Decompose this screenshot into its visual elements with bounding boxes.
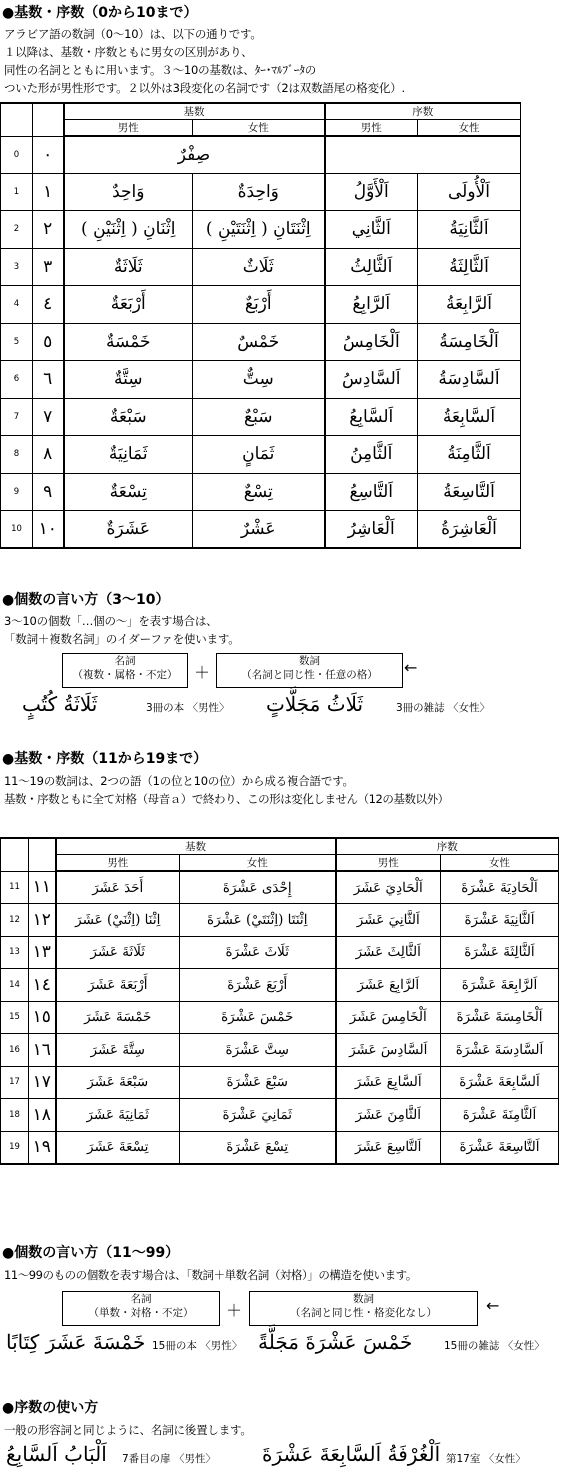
row-number: 13 — [1, 936, 29, 969]
row-number: 8 — [1, 436, 33, 474]
s3-line: 11～19の数詞は、2つの語（1の位と10の位）から成る複合語です。 — [4, 774, 354, 788]
ordinal-feminine: اَلسَّادِسَةُ — [418, 361, 521, 399]
ordinal-feminine: اَلسَّادِسَةَ عَشْرَةَ — [441, 1034, 559, 1067]
example-gloss: 15冊の雑誌 〈女性〉 — [444, 1340, 545, 1352]
noun-box-desc: （複数・属格・不定） — [72, 669, 178, 681]
table-row — [1, 136, 521, 173]
row-number: 1 — [1, 173, 33, 211]
ordinal-masculine: اَلسَّابِعُ — [325, 398, 418, 436]
row-number: 7 — [1, 398, 33, 436]
ordinal-feminine: اَلْأُولَى — [418, 173, 521, 211]
arabic-numeral: ١٠ — [33, 511, 64, 549]
example-arabic: خَمْسَةَ عَشَرَ كِتَابًا — [6, 1330, 146, 1354]
cardinal-feminine: إِحْدَى عَشْرَةَ — [180, 871, 336, 904]
example-gloss: 3冊の本 〈男性〉 — [146, 702, 230, 714]
table-row — [1, 1131, 559, 1164]
row-number: 17 — [1, 1066, 29, 1099]
row-number: 12 — [1, 904, 29, 937]
numerals-table-11-19 — [0, 837, 559, 1165]
plus-sign: ＋ — [194, 663, 211, 682]
ordinal-masculine: اَلثَّانِيَ عَشَرَ — [336, 904, 441, 937]
corner-cell — [29, 838, 56, 871]
arrow-left-icon: ← — [404, 658, 418, 677]
header-masc: 男性 — [325, 120, 418, 137]
intro-line: ついた形が男性形です。２以外は3段変化の名詞です（2は双数語尾の格変化）. — [4, 81, 405, 95]
cardinal-feminine: اِثْنَتَانِ ( اِثْنَتَيْنِ ) — [193, 211, 325, 249]
ordinal-feminine: اَلثَّالِثَةُ — [418, 248, 521, 286]
arabic-numeral: ١٥ — [29, 1001, 56, 1034]
table-row — [1, 511, 521, 549]
ordinal-feminine: اَلْعَاشِرَةُ — [418, 511, 521, 549]
cardinal-masculine: ثَمَانِيَةٌ — [64, 436, 193, 474]
corner-cell — [1, 103, 33, 136]
cardinal-masculine: سِتَّةٌ — [64, 361, 193, 399]
ordinal-feminine: اَلثَّامِنَةُ — [418, 436, 521, 474]
cardinal-masculine: ثَلَاثَةٌ — [64, 248, 193, 286]
section-heading-0-10: ●基数・序数（0から10まで） — [2, 5, 198, 21]
ordinal-feminine: اَلسَّابِعَةُ — [418, 398, 521, 436]
example-arabic: اَلْبَابُ اَلسَّابِعُ — [6, 1442, 107, 1466]
arabic-numeral: ٥ — [33, 323, 64, 361]
row-number: 3 — [1, 248, 33, 286]
table-row — [1, 936, 559, 969]
arabic-numeral: ١١ — [29, 871, 56, 904]
cardinal-feminine: اِثْنَتَا (اِثْنَتَيْ) عَشْرَةَ — [180, 904, 336, 937]
ordinal-zero-empty — [325, 136, 521, 173]
row-number: 0 — [1, 136, 33, 173]
row-number: 2 — [1, 211, 33, 249]
cardinal-feminine: خَمْسٌ — [193, 323, 325, 361]
cardinal-masculine: تِسْعَةَ عَشَرَ — [56, 1131, 180, 1164]
header-masc: 男性 — [336, 855, 441, 872]
table-row — [1, 1099, 559, 1132]
noun-box-title: 名詞 — [114, 655, 136, 667]
row-number: 9 — [1, 473, 33, 511]
table-row — [1, 436, 521, 474]
ordinal-masculine: اَلثَّالِثُ — [325, 248, 418, 286]
cardinal-masculine: اِثْنَانِ ( اِثْنَيْنِ ) — [64, 211, 193, 249]
example-gloss: 3冊の雑誌 〈女性〉 — [396, 702, 491, 714]
arabic-numeral: ٣ — [33, 248, 64, 286]
cardinal-masculine: ثَلَاثَةَ عَشَرَ — [56, 936, 180, 969]
header-ordinal: 序数 — [336, 838, 559, 855]
arabic-numeral: ١٦ — [29, 1034, 56, 1067]
cardinal-masculine: سَبْعَةَ عَشَرَ — [56, 1066, 180, 1099]
cardinal-feminine: سِتَّ عَشْرَةَ — [180, 1034, 336, 1067]
numeral-box-desc: （名詞と同じ性・任意の格） — [241, 669, 378, 681]
cardinal-masculine: خَمْسَةَ عَشَرَ — [56, 1001, 180, 1034]
ordinal-masculine: اَلْحَادِيَ عَشَرَ — [336, 871, 441, 904]
arabic-numeral: ٧ — [33, 398, 64, 436]
arabic-numeral: ١٤ — [29, 969, 56, 1002]
table-row — [1, 173, 521, 211]
row-number: 15 — [1, 1001, 29, 1034]
header-masc: 男性 — [56, 855, 180, 872]
cardinal-feminine: ثَلَاثٌ — [193, 248, 325, 286]
ordinal-masculine: اَلرَّابِعَ عَشَرَ — [336, 969, 441, 1002]
header-fem: 女性 — [193, 120, 325, 137]
table-row — [1, 473, 521, 511]
cardinal-masculine: ثَمَانِيَةَ عَشَرَ — [56, 1099, 180, 1132]
ordinal-feminine: اَلثَّانِيَةُ — [418, 211, 521, 249]
table-row — [1, 871, 559, 904]
cardinal-feminine: ثَمَانٍ — [193, 436, 325, 474]
noun-box-desc: （単数・対格・不定） — [88, 1307, 194, 1319]
noun-box — [62, 1291, 220, 1326]
ordinal-feminine: اَلثَّامِنَةَ عَشْرَةَ — [441, 1099, 559, 1132]
row-number: 14 — [1, 969, 29, 1002]
example-arabic: ثَلَاثُ مَجَلَّاتٍ — [266, 692, 364, 716]
corner-cell — [33, 103, 64, 136]
ordinal-masculine: اَلتَّاسِعَ عَشَرَ — [336, 1131, 441, 1164]
table-row — [1, 323, 521, 361]
intro-line: １以降は、基数・序数ともに男女の区別があり、 — [4, 45, 253, 59]
row-number: 4 — [1, 286, 33, 324]
ordinal-masculine: اَلرَّابِعُ — [325, 286, 418, 324]
table-row — [1, 286, 521, 324]
numeral-box — [249, 1291, 478, 1326]
ordinal-feminine: اَلْخَامِسَةُ — [418, 323, 521, 361]
ordinal-feminine: اَلثَّالِثَةَ عَشْرَةَ — [441, 936, 559, 969]
arabic-numeral: ٤ — [33, 286, 64, 324]
numeral-box — [216, 653, 403, 688]
row-number: 18 — [1, 1099, 29, 1132]
s3-line: 基数・序数ともに全て対格（母音ａ）で終わり、この形は変化しません（12の基数以外） — [4, 792, 449, 806]
corner-cell — [1, 838, 29, 871]
s5-line: 一般の形容詞と同じように、名詞に後置します。 — [4, 1423, 252, 1437]
row-number: 11 — [1, 871, 29, 904]
ordinal-feminine: اَلرَّابِعَةَ عَشْرَةَ — [441, 969, 559, 1002]
cardinal-masculine: سَبْعَةٌ — [64, 398, 193, 436]
header-fem: 女性 — [180, 855, 336, 872]
cardinal-masculine: عَشَرَةٌ — [64, 511, 193, 549]
intro-line: アラビア語の数詞（0～10）は、以下の通りです。 — [4, 27, 262, 41]
cardinal-feminine: عَشْرٌ — [193, 511, 325, 549]
ordinal-masculine: اَلسَّادِسُ — [325, 361, 418, 399]
cardinal-masculine: أَرْبَعَةٌ — [64, 286, 193, 324]
ordinal-masculine: اَلسَّادِسَ عَشَرَ — [336, 1034, 441, 1067]
plus-sign: ＋ — [226, 1301, 243, 1320]
numeral-box-desc: （名詞と同じ性・格変化なし） — [290, 1307, 437, 1319]
arabic-numeral: ١٧ — [29, 1066, 56, 1099]
arabic-numeral: ١ — [33, 173, 64, 211]
ordinal-masculine: اَلثَّانِي — [325, 211, 418, 249]
row-number: 5 — [1, 323, 33, 361]
numerals-table-0-10 — [0, 102, 521, 549]
cardinal-feminine: سَبْعَ عَشْرَةَ — [180, 1066, 336, 1099]
header-fem: 女性 — [441, 855, 559, 872]
arabic-numeral: ٩ — [33, 473, 64, 511]
example-arabic: ثَلَاثَةُ كُتُبٍ — [22, 692, 98, 716]
table-row — [1, 398, 521, 436]
ordinal-feminine: اَلْحَادِيَةَ عَشْرَةَ — [441, 871, 559, 904]
ordinal-feminine: اَلسَّابِعَةَ عَشْرَةَ — [441, 1066, 559, 1099]
example-arabic: خَمْسَ عَشْرَةَ مَجَلَّةً — [258, 1330, 413, 1354]
cardinal-masculine: سِتَّةَ عَشَرَ — [56, 1034, 180, 1067]
cardinal-zero: صِفْرٌ — [64, 136, 325, 173]
ordinal-feminine: اَلثَّانِيَةَ عَشْرَةَ — [441, 904, 559, 937]
ordinal-masculine: اَلتَّاسِعُ — [325, 473, 418, 511]
section-heading-count-11-99: ●個数の言い方（11～99） — [2, 1245, 180, 1261]
table-row — [1, 904, 559, 937]
arabic-numeral: ٠ — [33, 136, 64, 173]
ordinal-masculine: اَلثَّالِثَ عَشَرَ — [336, 936, 441, 969]
cardinal-feminine: أَرْبَعَ عَشْرَةَ — [180, 969, 336, 1002]
row-number: 10 — [1, 511, 33, 549]
cardinal-masculine: تِسْعَةٌ — [64, 473, 193, 511]
cardinal-feminine: ثَلَاثَ عَشْرَةَ — [180, 936, 336, 969]
cardinal-masculine: اِثْنَا (اِثْنَيْ) عَشَرَ — [56, 904, 180, 937]
row-number: 6 — [1, 361, 33, 399]
section-heading-ordinal-usage: ●序数の使い方 — [2, 1400, 99, 1416]
arabic-numeral: ٨ — [33, 436, 64, 474]
ordinal-feminine: اَلْخَامِسَةَ عَشْرَةَ — [441, 1001, 559, 1034]
header-cardinal: 基数 — [64, 103, 325, 120]
example-gloss: 7番目の扉 〈男性〉 — [122, 1453, 217, 1465]
ordinal-masculine: اَلْخَامِسَ عَشَرَ — [336, 1001, 441, 1034]
row-number: 19 — [1, 1131, 29, 1164]
noun-box — [62, 653, 188, 688]
table-row — [1, 969, 559, 1002]
table-row — [1, 1001, 559, 1034]
cardinal-feminine: خَمْسَ عَشْرَةَ — [180, 1001, 336, 1034]
table-row — [1, 1066, 559, 1099]
cardinal-masculine: وَاحِدٌ — [64, 173, 193, 211]
s2-line: 3～10の個数「…個の～」を表す場合は、 — [4, 614, 218, 628]
table-row — [1, 248, 521, 286]
ordinal-masculine: اَلثَّامِنَ عَشَرَ — [336, 1099, 441, 1132]
ordinal-masculine: اَلثَّامِنُ — [325, 436, 418, 474]
cardinal-masculine: أَرْبَعَةَ عَشَرَ — [56, 969, 180, 1002]
arabic-numeral: ١٢ — [29, 904, 56, 937]
example-gloss: 15冊の本 〈男性〉 — [152, 1340, 243, 1352]
arabic-numeral: ٦ — [33, 361, 64, 399]
row-number: 16 — [1, 1034, 29, 1067]
ordinal-masculine: اَلْأَوَّلُ — [325, 173, 418, 211]
arabic-numeral: ١٨ — [29, 1099, 56, 1132]
cardinal-feminine: وَاحِدَةٌ — [193, 173, 325, 211]
ordinal-masculine: اَلسَّابِعَ عَشَرَ — [336, 1066, 441, 1099]
cardinal-feminine: تِسْعٌ — [193, 473, 325, 511]
ordinal-feminine: اَلرَّابِعَةُ — [418, 286, 521, 324]
header-masc: 男性 — [64, 120, 193, 137]
ordinal-masculine: اَلْخَامِسُ — [325, 323, 418, 361]
table-row — [1, 1034, 559, 1067]
noun-box-title: 名詞 — [130, 1293, 152, 1305]
header-fem: 女性 — [418, 120, 521, 137]
example-gloss: 第17室 〈女性〉 — [446, 1453, 526, 1465]
arrow-left-icon: ← — [486, 1296, 500, 1315]
ordinal-masculine: اَلْعَاشِرُ — [325, 511, 418, 549]
example-arabic: اَلْغُرْفَةُ اَلسَّابِعَةَ عَشْرَةَ — [262, 1442, 441, 1466]
table-row — [1, 211, 521, 249]
cardinal-masculine: أَحَدَ عَشَرَ — [56, 871, 180, 904]
s2-line: 「数詞＋複数名詞」のイダーファを使います。 — [4, 632, 240, 646]
header-ordinal: 序数 — [325, 103, 521, 120]
arabic-numeral: ١٩ — [29, 1131, 56, 1164]
arabic-numeral: ١٣ — [29, 936, 56, 969]
cardinal-feminine: أَرْبَعٌ — [193, 286, 325, 324]
ordinal-feminine: اَلتَّاسِعَةَ عَشْرَةَ — [441, 1131, 559, 1164]
intro-line: 同性の名詞とともに用います。３～10の基数は、ﾀｰ･ﾏﾙﾌﾞｰﾀの — [4, 63, 317, 77]
ordinal-feminine: اَلتَّاسِعَةُ — [418, 473, 521, 511]
numeral-box-title: 数詞 — [353, 1293, 374, 1305]
header-cardinal: 基数 — [56, 838, 336, 855]
cardinal-feminine: سِتٌّ — [193, 361, 325, 399]
arabic-numeral: ٢ — [33, 211, 64, 249]
cardinal-feminine: ثَمَانِيَ عَشْرَةَ — [180, 1099, 336, 1132]
numeral-box-title: 数詞 — [299, 655, 320, 667]
cardinal-masculine: خَمْسَةٌ — [64, 323, 193, 361]
cardinal-feminine: تِسْعَ عَشْرَةَ — [180, 1131, 336, 1164]
cardinal-feminine: سَبْعٌ — [193, 398, 325, 436]
s4-line: 11～99のものの個数を表す場合は、「数詞＋単数名詞（対格）」の構造を使います。 — [4, 1268, 417, 1282]
section-heading-count-3-10: ●個数の言い方（3～10） — [2, 592, 170, 608]
section-heading-11-19: ●基数・序数（11から19まで） — [2, 751, 208, 767]
table-row — [1, 361, 521, 399]
